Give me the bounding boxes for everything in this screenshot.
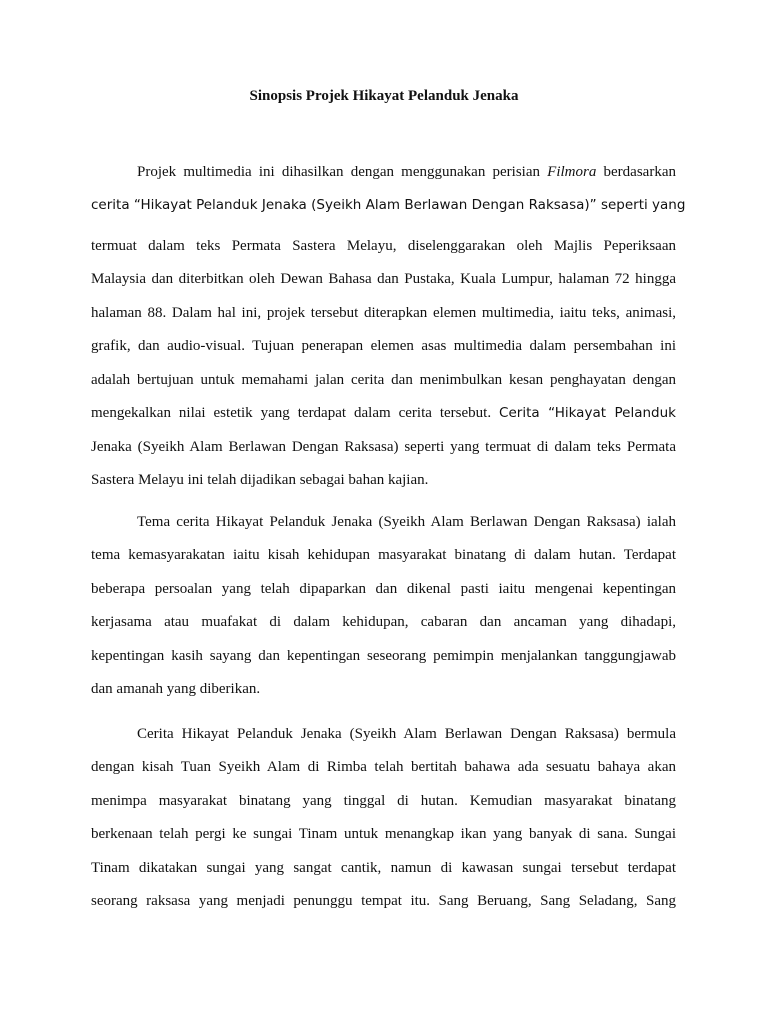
software-name: Filmora xyxy=(547,164,597,180)
text-line: Sastera Melayu ini telah dijadikan sebagai bahan kajian. xyxy=(91,472,429,488)
text-line: Tema cerita Hikayat Pelanduk Jenaka (Syeikh Alam Berlawan Dengan Raksasa) ialah xyxy=(137,514,676,530)
text-line: cerita “Hikayat Pelanduk Jenaka (Syeikh Alam Berlawan Dengan Raksasa)” seperti yang xyxy=(91,197,686,213)
text-segment: Cerita “Hikayat Pelanduk xyxy=(499,405,676,421)
text-line: kepentingan kasih sayang dan kepentingan seseorang pemimpin menjalankan tanggungjawab xyxy=(91,648,676,664)
text-line: grafik, dan audio-visual. Tujuan penerapan elemen asas multimedia dalam persembahan ini xyxy=(91,338,676,354)
text-line: kerjasama atau muafakat di dalam kehidupan, cabaran dan ancaman yang dihadapi, xyxy=(91,614,676,630)
text-line: beberapa persoalan yang telah dipaparkan dan dikenal pasti iaitu mengenai kepentingan xyxy=(91,581,676,597)
text-line xyxy=(91,403,676,423)
text-segment: mengekalkan nilai estetik yang terdapat dalam cerita tersebut. xyxy=(91,405,500,421)
text-line: Malaysia dan diterbitkan oleh Dewan Bahasa dan Pustaka, Kuala Lumpur, halaman 72 hingga xyxy=(91,271,676,287)
text-line: Tinam dikatakan sungai yang sangat cantik, namun di kawasan sungai tersebut terdapat xyxy=(91,860,676,876)
text-line: termuat dalam teks Permata Sastera Melayu, diselenggarakan oleh Majlis Peperiksaan xyxy=(91,238,676,254)
text-segment: berdasarkan xyxy=(596,164,676,180)
document-title: Sinopsis Projek Hikayat Pelanduk Jenaka xyxy=(249,88,519,104)
text-line xyxy=(137,162,676,182)
text-line: halaman 88. Dalam hal ini, projek tersebut diterapkan elemen multimedia, iaitu teks, animasi, xyxy=(91,305,676,321)
text-line: menimpa masyarakat binatang yang tinggal di hutan. Kemudian masyarakat binatang xyxy=(91,793,676,809)
text-line: Jenaka (Syeikh Alam Berlawan Dengan Raksasa) seperti yang termuat di dalam teks Permata xyxy=(91,439,676,455)
text-line: dengan kisah Tuan Syeikh Alam di Rimba telah bertitah bahawa ada sesuatu bahaya akan xyxy=(91,759,676,775)
text-line: Cerita Hikayat Pelanduk Jenaka (Syeikh Alam Berlawan Dengan Raksasa) bermula xyxy=(137,726,676,742)
text-line: seorang raksasa yang menjadi penunggu tempat itu. Sang Beruang, Sang Seladang, Sang xyxy=(91,893,676,909)
text-line: adalah bertujuan untuk memahami jalan cerita dan menimbulkan kesan penghayatan dengan xyxy=(91,372,676,388)
text-line: tema kemasyarakatan iaitu kisah kehidupan masyarakat binatang di dalam hutan. Terdapat xyxy=(91,547,676,563)
text-line: berkenaan telah pergi ke sungai Tinam untuk menangkap ikan yang banyak di sana. Sungai xyxy=(91,826,676,842)
text-segment: Projek multimedia ini dihasilkan dengan menggunakan perisian xyxy=(137,164,548,180)
text-line: dan amanah yang diberikan. xyxy=(91,681,261,697)
